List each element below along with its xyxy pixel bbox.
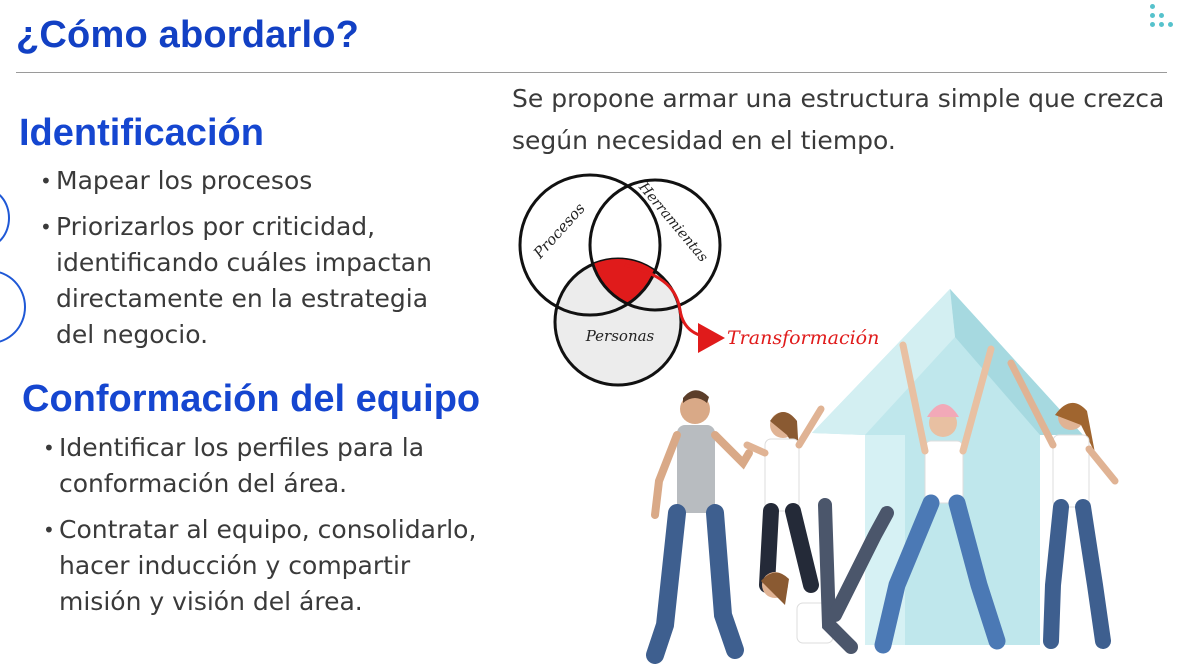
page-title: ¿Cómo abordarlo?	[16, 14, 360, 56]
conformacion-list	[45, 430, 490, 630]
identificacion-list	[42, 163, 472, 363]
person-figure	[655, 390, 749, 655]
intro-paragraph: Se propone armar una estructura simple que crezca según necesidad en el tiempo.	[512, 84, 1165, 155]
venn-label-herramientas: Herramientas	[635, 179, 711, 266]
people-celebrating-image	[625, 285, 1193, 667]
list-item: • Identificar los perfiles para la conformación del área.	[45, 430, 490, 502]
list-item: • Priorizarlos por criticidad, identificando cuáles impactan directamente en la estrategia del negocio.	[42, 209, 472, 353]
list-item: • Mapear los procesos	[42, 163, 472, 199]
venn-label-procesos: Procesos	[529, 199, 589, 262]
dots-decoration-icon	[1146, 4, 1180, 28]
section-heading-identificacion: Identificación	[19, 112, 264, 154]
venn-label-personas: Personas	[585, 327, 655, 345]
section-heading-conformacion: Conformación del equipo	[22, 378, 481, 420]
decorative-arc	[0, 270, 26, 344]
person-figure	[747, 409, 821, 585]
decorative-arc	[0, 188, 10, 248]
transformation-label: Transformación	[727, 327, 880, 349]
title-divider	[16, 72, 1167, 73]
list-item: • Contratar al equipo, consolidarlo, hacer inducción y compartir misión y visión del área.	[45, 512, 490, 620]
